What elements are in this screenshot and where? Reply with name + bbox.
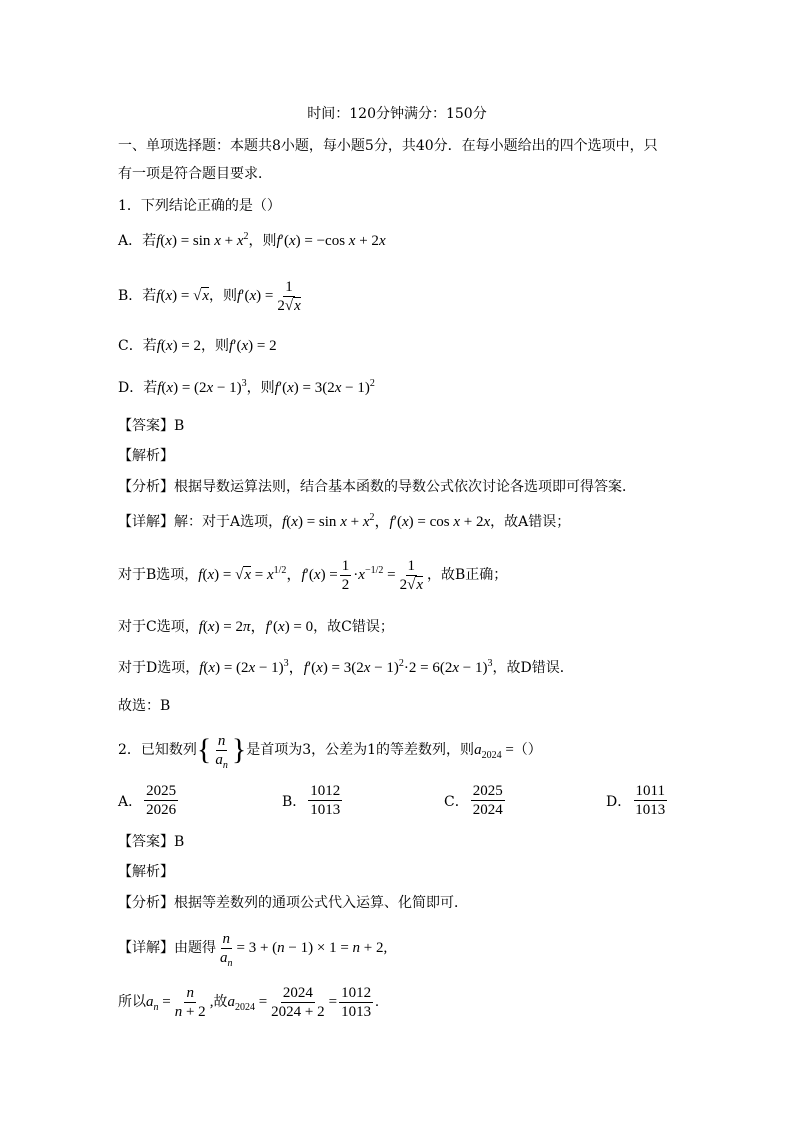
q1-detail-b: 对于B选项， $f(x) = √x = x^{1/2}$，f′(x) = $\frac{1}{2}$ $\cdot x^{-1/2}$ = $\frac{1}{2√x}$ ，故B正确； <box>118 557 508 593</box>
q2-option-d: D． $\frac{1011}{1013}$ <box>606 783 666 818</box>
q1-analysis: 【分析】根据导数运算法则，结合基本函数的导数公式依次讨论各选项即可得答案． <box>118 479 636 495</box>
q1-detail-d: 对于D选项，$f(x) = (2x - 1)^3$，$f'(x) = 3(2x - 1)^2\cdot 2 = 6(2x - 1)^3$，故D错误． <box>118 658 574 676</box>
q2-option-c-num: 2025 <box>472 783 503 799</box>
q2-option-b: B． $\frac{1012}{1013}$ <box>282 783 341 818</box>
q2-option-b-num: 1012 <box>310 783 341 799</box>
q1-option-c: C．若f(x) = 2，则f′(x) = 2 <box>118 338 277 354</box>
q1-conclusion: 故选：B <box>118 698 171 714</box>
header-time-info: 时间：120分钟满分：150分 <box>307 106 487 122</box>
section-intro-line1: 一、单项选择题：本题共8小题，每小题5分，共40分．在每小题给出的四个选项中，只 <box>118 138 658 154</box>
q2-option-c: C． $\frac{2025}{2024}$ <box>444 783 503 818</box>
q2-option-b-den: 1013 <box>310 802 341 818</box>
q2-result: 所以 $a_n$ = $\frac{n}{n + 2}$ , 故 $a_{2024}$ = $\frac{2024}{2024 + 2}$ = $\frac{1012}{1013}$ . <box>118 984 379 1020</box>
q2-option-a-num: 2025 <box>146 783 177 799</box>
q1-option-d: D．若$f(x) = (2x - 1)^3$，则$f'(x) = 3(2x - 1)^2$ <box>118 378 375 396</box>
q2-detail: 【详解】由题得 $\frac{n}{a_n}$ = 3 + (n − 1) × 1 = n + 2, <box>118 930 388 969</box>
q2-answer: 【答案】B <box>118 834 185 850</box>
q2-option-d-den: 1013 <box>635 802 666 818</box>
q1-stem: 1．下列结论正确的是（） <box>118 198 281 214</box>
q2-analysis-head: 【解析】 <box>118 864 174 880</box>
q2-option-a: A． $\frac{2025}{2026}$ <box>118 783 177 818</box>
q1-detail-a: 【详解】解：对于A选项，$f(x) = \sin x + x^2$，f′(x) = cos x + 2x，故A错误； <box>118 512 571 530</box>
q2-stem: 2．已知数列 { $\frac{n}{a_n}$ } 是首项为3，公差为1的等差数列，则 $a_{2024}$ = （） <box>118 732 542 771</box>
q1-option-a: A．若$f(x) = \sin x + x^2$，则f′(x) = −cos x + 2x <box>118 231 386 249</box>
q1-option-b: B．若 f(x) = √x ，则 f′(x) = $\frac{1}{2√x}$ <box>118 278 301 314</box>
q2-option-d-num: 1011 <box>635 783 665 799</box>
q1-answer: 【答案】B <box>118 418 185 434</box>
q1-detail-c: 对于C选项，f(x) = 2π，f′(x) = 0，故C错误； <box>118 619 394 635</box>
section-intro-line2: 有一项是符合题目要求． <box>118 166 272 182</box>
q2-option-c-den: 2024 <box>472 802 503 818</box>
q2-option-a-den: 2026 <box>146 802 177 818</box>
q1-analysis-head: 【解析】 <box>118 448 174 464</box>
q2-analysis: 【分析】根据等差数列的通项公式代入运算、化简即可． <box>118 895 468 911</box>
